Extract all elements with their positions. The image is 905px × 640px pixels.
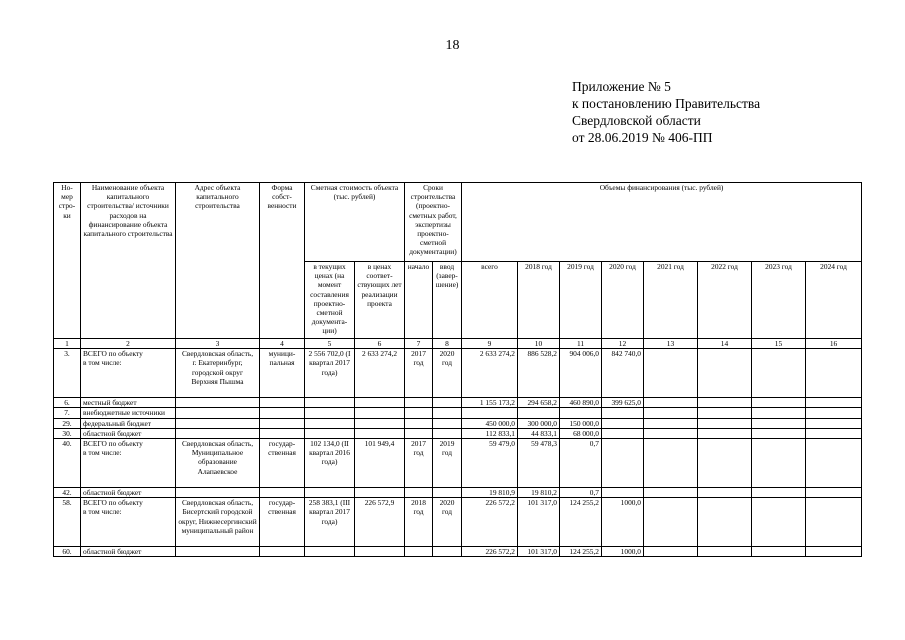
y2024-cell — [806, 488, 862, 498]
cost-current-cell — [305, 418, 355, 428]
y2019-cell: 0,7 — [560, 439, 602, 488]
header-row-number: Но-мер стро-ки — [54, 183, 81, 339]
funding-source-row — [54, 488, 862, 498]
column-number: 5 — [305, 339, 355, 349]
y2023-cell — [752, 408, 806, 418]
y2021-cell — [644, 418, 698, 428]
row-number-cell: 29. — [54, 418, 81, 428]
term-start-cell: 2017 год — [405, 349, 433, 398]
appendix-header — [572, 78, 760, 146]
row-number-cell: 60. — [54, 547, 81, 557]
address-cell: Свердловская область, г. Екатеринбург, городской округ Верхняя Пышма — [176, 349, 260, 398]
ownership-cell — [260, 488, 305, 498]
address-cell — [176, 398, 260, 408]
ownership-cell: государ-ственная — [260, 439, 305, 488]
cost-years-cell — [355, 428, 405, 438]
header-2022: 2022 год — [698, 262, 752, 339]
y2018-cell: 886 528,2 — [518, 349, 560, 398]
name-cell: областной бюджет — [81, 428, 176, 438]
term-end-cell — [433, 398, 462, 408]
header-2023: 2023 год — [752, 262, 806, 339]
y2020-cell — [602, 488, 644, 498]
name-cell: федеральный бюджет — [81, 418, 176, 428]
y2021-cell — [644, 547, 698, 557]
y2023-cell — [752, 398, 806, 408]
cost-current-cell — [305, 408, 355, 418]
column-number: 8 — [433, 339, 462, 349]
y2018-cell: 101 317,0 — [518, 498, 560, 547]
ownership-cell — [260, 408, 305, 418]
name-cell: внебюджетные источники — [81, 408, 176, 418]
column-number: 16 — [806, 339, 862, 349]
y2020-cell — [602, 428, 644, 438]
y2020-cell: 1000,0 — [602, 498, 644, 547]
cost-current-cell — [305, 428, 355, 438]
cost-years-cell: 226 572,9 — [355, 498, 405, 547]
y2019-cell: 460 890,0 — [560, 398, 602, 408]
total-cell: 59 479,0 — [462, 439, 518, 488]
y2020-cell — [602, 408, 644, 418]
column-number: 10 — [518, 339, 560, 349]
name-cell: ВСЕГО по объекту в том числе: — [81, 498, 176, 547]
row-number-cell: 6. — [54, 398, 81, 408]
term-end-cell: 2020 год — [433, 349, 462, 398]
y2018-cell — [518, 408, 560, 418]
ownership-cell — [260, 428, 305, 438]
y2023-cell — [752, 428, 806, 438]
y2022-cell — [698, 439, 752, 488]
object-total-row — [54, 439, 862, 488]
y2024-cell — [806, 418, 862, 428]
cost-current-cell — [305, 488, 355, 498]
row-number-cell: 3. — [54, 349, 81, 398]
column-number: 4 — [260, 339, 305, 349]
ownership-cell — [260, 398, 305, 408]
ownership-cell: государ-ственная — [260, 498, 305, 547]
row-number-cell: 40. — [54, 439, 81, 488]
header-2021: 2021 год — [644, 262, 698, 339]
header-term-start: начало — [405, 262, 433, 339]
y2023-cell — [752, 488, 806, 498]
y2024-cell — [806, 547, 862, 557]
header-ownership: Форма собст-венности — [260, 183, 305, 339]
y2018-cell: 59 478,3 — [518, 439, 560, 488]
name-cell: ВСЕГО по объекту в том числе: — [81, 439, 176, 488]
column-number: 15 — [752, 339, 806, 349]
cost-current-cell — [305, 547, 355, 557]
y2024-cell — [806, 349, 862, 398]
y2019-cell — [560, 408, 602, 418]
term-end-cell: 2020 год — [433, 498, 462, 547]
column-number: 1 — [54, 339, 81, 349]
y2020-cell: 842 740,0 — [602, 349, 644, 398]
header-term-end: ввод (завер-шение) — [433, 262, 462, 339]
term-start-cell: 2018 год — [405, 498, 433, 547]
y2019-cell: 0,7 — [560, 488, 602, 498]
y2019-cell: 904 006,0 — [560, 349, 602, 398]
header-estimated-cost: Сметная стоимость объекта (тыс. рублей) — [305, 183, 405, 262]
y2024-cell — [806, 408, 862, 418]
column-number: 3 — [176, 339, 260, 349]
header-2020: 2020 год — [602, 262, 644, 339]
row-number-cell: 42. — [54, 488, 81, 498]
page-number: 18 — [445, 38, 460, 53]
y2023-cell — [752, 498, 806, 547]
funding-source-row — [54, 418, 862, 428]
cost-years-cell — [355, 398, 405, 408]
column-number: 13 — [644, 339, 698, 349]
y2024-cell — [806, 428, 862, 438]
header-cost-years: в ценах соответ-ствующих лет реализации проекта — [355, 262, 405, 339]
y2020-cell: 1000,0 — [602, 547, 644, 557]
ownership-cell — [260, 547, 305, 557]
y2024-cell — [806, 439, 862, 488]
header-2018: 2018 год — [518, 262, 560, 339]
name-cell: ВСЕГО по объекту в том числе: — [81, 349, 176, 398]
header-2019: 2019 год — [560, 262, 602, 339]
term-start-cell — [405, 398, 433, 408]
row-number-cell: 30. — [54, 428, 81, 438]
cost-years-cell — [355, 408, 405, 418]
column-number: 11 — [560, 339, 602, 349]
header-address: Адрес объекта капитального строительства — [176, 183, 260, 339]
y2022-cell — [698, 498, 752, 547]
term-start-cell — [405, 408, 433, 418]
y2022-cell — [698, 547, 752, 557]
funding-source-row — [54, 547, 862, 557]
y2022-cell — [698, 398, 752, 408]
ownership-cell: муници-пальная — [260, 349, 305, 398]
address-cell — [176, 408, 260, 418]
address-cell — [176, 418, 260, 428]
y2022-cell — [698, 349, 752, 398]
column-number: 9 — [462, 339, 518, 349]
y2019-cell: 124 255,2 — [560, 547, 602, 557]
cost-current-cell: 258 383,1 (III квартал 2017 года) — [305, 498, 355, 547]
y2022-cell — [698, 418, 752, 428]
cost-years-cell — [355, 488, 405, 498]
y2024-cell — [806, 498, 862, 547]
total-cell: 19 810,9 — [462, 488, 518, 498]
cost-years-cell: 2 633 274,2 — [355, 349, 405, 398]
funding-source-row — [54, 408, 862, 418]
y2021-cell — [644, 349, 698, 398]
y2023-cell — [752, 418, 806, 428]
column-number: 14 — [698, 339, 752, 349]
address-cell — [176, 488, 260, 498]
column-number: 12 — [602, 339, 644, 349]
y2018-cell: 294 658,2 — [518, 398, 560, 408]
term-start-cell — [405, 418, 433, 428]
appendix-resolution: к постановлению Правительства — [572, 96, 761, 111]
y2021-cell — [644, 408, 698, 418]
y2019-cell: 124 255,2 — [560, 498, 602, 547]
total-cell: 226 572,2 — [462, 547, 518, 557]
y2018-cell: 101 317,0 — [518, 547, 560, 557]
header-funding: Объемы финансирования (тыс. рублей) — [462, 183, 862, 262]
header-object-name: Наименование объекта капитального строительства/ источники расходов на финансирование объекта капитального строительства — [81, 183, 176, 339]
column-number: 2 — [81, 339, 176, 349]
y2021-cell — [644, 398, 698, 408]
total-cell: 112 833,1 — [462, 428, 518, 438]
y2020-cell: 399 625,0 — [602, 398, 644, 408]
row-number-cell: 58. — [54, 498, 81, 547]
address-cell — [176, 428, 260, 438]
total-cell — [462, 408, 518, 418]
y2023-cell — [752, 349, 806, 398]
funding-source-row — [54, 398, 862, 408]
address-cell: Свердловская область, Бисертский городской округ, Нижнесергинский муниципальный район — [176, 498, 260, 547]
y2019-cell: 68 000,0 — [560, 428, 602, 438]
term-end-cell — [433, 428, 462, 438]
term-end-cell — [433, 418, 462, 428]
header-terms: Сроки строительства (проектно-сметных работ, экспертизы проектно-сметной документации) — [405, 183, 462, 262]
y2021-cell — [644, 439, 698, 488]
y2024-cell — [806, 398, 862, 408]
term-start-cell — [405, 428, 433, 438]
appendix-region: Свердловской области — [572, 113, 701, 128]
object-total-row — [54, 349, 862, 398]
cost-current-cell — [305, 398, 355, 408]
y2021-cell — [644, 488, 698, 498]
total-cell: 2 633 274,2 — [462, 349, 518, 398]
row-number-cell: 7. — [54, 408, 81, 418]
object-total-row — [54, 498, 862, 547]
cost-current-cell: 2 556 702,0 (I квартал 2017 года) — [305, 349, 355, 398]
address-cell — [176, 547, 260, 557]
y2018-cell: 44 833,1 — [518, 428, 560, 438]
y2020-cell — [602, 418, 644, 428]
cost-current-cell: 102 134,0 (II квартал 2016 года) — [305, 439, 355, 488]
total-cell: 1 155 173,2 — [462, 398, 518, 408]
y2023-cell — [752, 439, 806, 488]
ownership-cell — [260, 418, 305, 428]
y2020-cell — [602, 439, 644, 488]
appendix-date-number: от 28.06.2019 № 406-ПП — [572, 130, 713, 145]
term-start-cell — [405, 547, 433, 557]
column-number: 6 — [355, 339, 405, 349]
y2021-cell — [644, 428, 698, 438]
cost-years-cell — [355, 547, 405, 557]
term-end-cell — [433, 408, 462, 418]
term-end-cell: 2019 год — [433, 439, 462, 488]
term-end-cell — [433, 488, 462, 498]
column-number: 7 — [405, 339, 433, 349]
header-total: всего — [462, 262, 518, 339]
table-body — [54, 349, 862, 557]
y2022-cell — [698, 488, 752, 498]
total-cell: 226 572,2 — [462, 498, 518, 547]
appendix-title: Приложение № 5 — [572, 79, 671, 94]
name-cell: областной бюджет — [81, 488, 176, 498]
y2023-cell — [752, 547, 806, 557]
term-end-cell — [433, 547, 462, 557]
header-2024: 2024 год — [806, 262, 862, 339]
y2022-cell — [698, 408, 752, 418]
total-cell: 450 000,0 — [462, 418, 518, 428]
name-cell: областной бюджет — [81, 547, 176, 557]
y2019-cell: 150 000,0 — [560, 418, 602, 428]
address-cell: Свердловская область, Муниципальное образование Алапаевское — [176, 439, 260, 488]
y2022-cell — [698, 428, 752, 438]
term-start-cell: 2017 год — [405, 439, 433, 488]
cost-years-cell: 101 949,4 — [355, 439, 405, 488]
name-cell: местный бюджет — [81, 398, 176, 408]
cost-years-cell — [355, 418, 405, 428]
y2021-cell — [644, 498, 698, 547]
y2018-cell: 300 000,0 — [518, 418, 560, 428]
column-number-row — [54, 339, 862, 349]
y2018-cell: 19 810,2 — [518, 488, 560, 498]
term-start-cell — [405, 488, 433, 498]
funding-source-row — [54, 428, 862, 438]
header-cost-current: в текущих ценах (на момент составления проектно-сметной документа-ции) — [305, 262, 355, 339]
funding-table — [53, 182, 862, 557]
